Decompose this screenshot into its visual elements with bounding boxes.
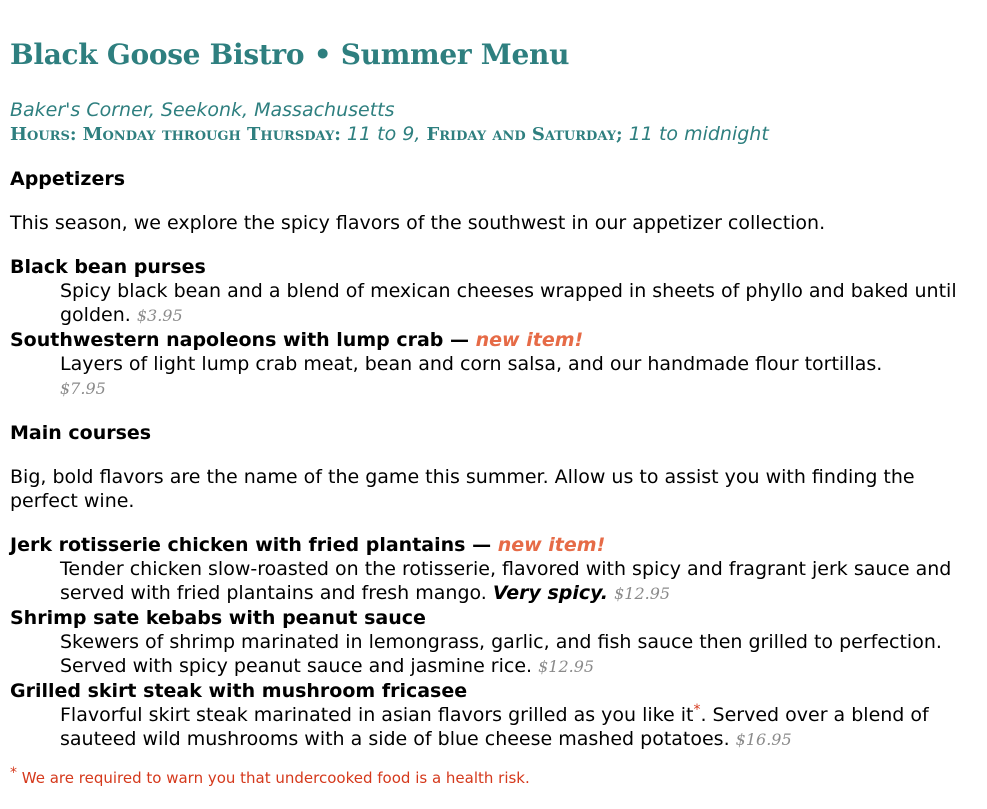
menu-item-description [60,279,977,328]
description-text: Flavorful skirt steak marinated in asian flavors grilled as you like it [60,704,694,726]
address: Baker's Corner, Seekonk, Massachusetts [10,99,395,121]
menu-item-name: Black bean purses [10,256,206,278]
section-heading-appetizers: Appetizers [10,168,126,190]
menu-item-description [60,557,977,606]
hours-time-weekend: 11 to midnight [628,123,769,145]
new-item-badge: new item! [497,534,606,556]
menu-item-description [60,630,977,679]
menu-item-description [60,703,977,752]
item-name-text: Southwestern napoleons with lump crab — [10,329,470,351]
health-warning-footnote [10,765,530,788]
section-heading-main-courses: Main courses [10,422,152,444]
page-title: Black Goose Bistro • Summer Menu [10,38,570,71]
menu-item-description [60,352,977,401]
hours-label: Hours: [10,124,77,145]
menu-item-price: $12.95 [614,584,671,603]
footnote-asterisk: * [10,765,17,781]
hours-days-weekend: Friday and Saturday; [426,124,623,145]
menu-item-price: $3.95 [136,306,183,325]
hours-time-weekday: 11 to 9, [346,123,421,145]
menu-item-name [10,533,977,557]
description-text: Tender chicken slow-roasted on the rotisserie, flavored with spicy and fragrant jerk sauce and served with fried plantains and fresh mango. [60,558,952,604]
hours-days-weekday: Monday through Thursday: [82,124,341,145]
menu-item-price: $16.95 [735,730,792,749]
appetizers-intro: This season, we explore the spicy flavors of the southwest in our appetizer collection. [10,212,826,234]
item-name-text: Jerk rotisserie chicken with fried plantains — [10,534,492,556]
description-text: Skewers of shrimp marinated in lemongrass, garlic, and fish sauce then grilled to perfection. Served with spicy peanut sauce and jasmine rice. [60,631,942,677]
menu-item-name: Shrimp sate kebabs with peanut sauce [10,607,426,629]
menu-item-name: Grilled skirt steak with mushroom fricasee [10,680,468,702]
menu-item-name [10,328,977,352]
description-text: . Served over a blend of sauteed wild mushrooms with a side of blue cheese mashed potatoes. [60,704,929,750]
spicy-warning: Very spicy. [492,582,609,604]
new-item-badge: new item! [475,329,584,351]
hours [10,122,977,147]
main-courses-intro: Big, bold flavors are the name of the game this summer. Allow us to assist you with finding the perfect wine. [10,466,915,512]
footnote-text: We are required to warn you that undercooked food is a health risk. [21,769,530,787]
menu-item-price: $12.95 [538,657,595,676]
menu-item-price: $7.95 [60,379,106,398]
description-text: Layers of light lump crab meat, bean and corn salsa, and our handmade flour tortillas. [60,353,883,375]
appetizers-list [10,255,977,401]
main-courses-list [10,533,977,752]
footnote-asterisk: * [693,702,701,718]
description-text: Spicy black bean and a blend of mexican cheeses wrapped in sheets of phyllo and baked until golden. [60,280,957,326]
